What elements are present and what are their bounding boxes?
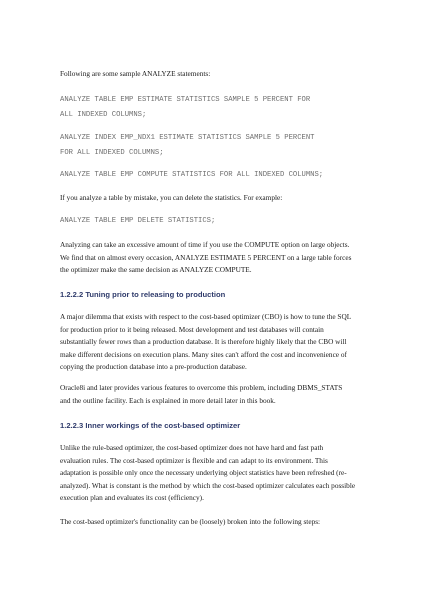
dilemma-paragraph xyxy=(60,311,351,374)
code-line: FOR ALL INDEXED COLUMNS; xyxy=(60,148,164,157)
text-line: and the outline facility. Each is explained in more detail later in this book. xyxy=(60,395,276,405)
text-line: execution plan and evaluates its cost (efficiency). xyxy=(60,493,204,503)
section-heading-tuning: 1.2.2.2 Tuning prior to releasing to production xyxy=(60,290,226,299)
rule-based-paragraph xyxy=(60,442,355,505)
text-line: copying the production database into a pre-production database. xyxy=(60,362,247,372)
delete-stats-paragraph: If you analyze a table by mistake, you can delete the statistics. For example: xyxy=(60,193,283,202)
section-heading-inner-workings: 1.2.2.3 Inner workings of the cost-based optimizer xyxy=(60,421,241,430)
oracle8i-paragraph xyxy=(60,382,342,407)
analyzing-paragraph xyxy=(60,239,351,277)
code-line: ANALYZE TABLE EMP DELETE STATISTICS; xyxy=(60,217,216,225)
text-line: We find that on almost every occasion, ANALYZE ESTIMATE 5 PERCENT on a large table forces xyxy=(60,252,352,262)
intro-paragraph: Following are some sample ANALYZE statements: xyxy=(60,69,211,78)
text-line: substantially fewer rows than a production database. It is therefore highly likely that the CBO will xyxy=(60,337,347,347)
code-line: ANALYZE TABLE EMP ESTIMATE STATISTICS SAMPLE 5 PERCENT FOR xyxy=(60,96,311,104)
code-line: ANALYZE TABLE EMP COMPUTE STATISTICS FOR ALL INDEXED COLUMNS; xyxy=(60,171,324,179)
text-line: A major dilemma that exists with respect to the cost-based optimizer (CBO) is how to tune the SQL xyxy=(60,312,352,321)
code-block-estimate-index xyxy=(60,131,314,160)
code-line: ALL INDEXED COLUMNS; xyxy=(60,110,147,119)
text-line: analyzed). What is constant is the method by which the cost-based optimizer calculates each possible xyxy=(60,480,356,490)
text-line: Oracle8i and later provides various features to overcome this problem, including DBMS_STATS xyxy=(60,383,343,392)
code-block-estimate-table xyxy=(60,93,310,122)
code-block-delete xyxy=(60,214,215,229)
text-line: evaluation rules. The cost-based optimizer is flexible and can adapt to its environment. This xyxy=(60,455,328,465)
text-line: for production prior to it being released. Most development and test databases will contain xyxy=(60,324,324,334)
text-line: make different decisions on execution plans. Many sites can't afford the cost and inconvenience of xyxy=(60,349,347,359)
text-line: Unlike the rule-based optimizer, the cost-based optimizer does not have hard and fast path xyxy=(60,443,324,452)
code-block-compute xyxy=(60,168,323,183)
text-line: the optimizer make the same decision as ANALYZE COMPUTE. xyxy=(60,265,252,275)
text-line: Analyzing can take an excessive amount of time if you use the COMPUTE option on large objects. xyxy=(60,240,350,249)
functionality-paragraph: The cost-based optimizer's functionality can be (loosely) broken into the following steps: xyxy=(60,517,321,526)
text-line: adaptation is possible only once the necessary underlying object statistics have been refreshed (re- xyxy=(60,468,347,478)
code-line: ANALYZE INDEX EMP_NDX1 ESTIMATE STATISTICS SAMPLE 5 PERCENT xyxy=(60,134,315,142)
